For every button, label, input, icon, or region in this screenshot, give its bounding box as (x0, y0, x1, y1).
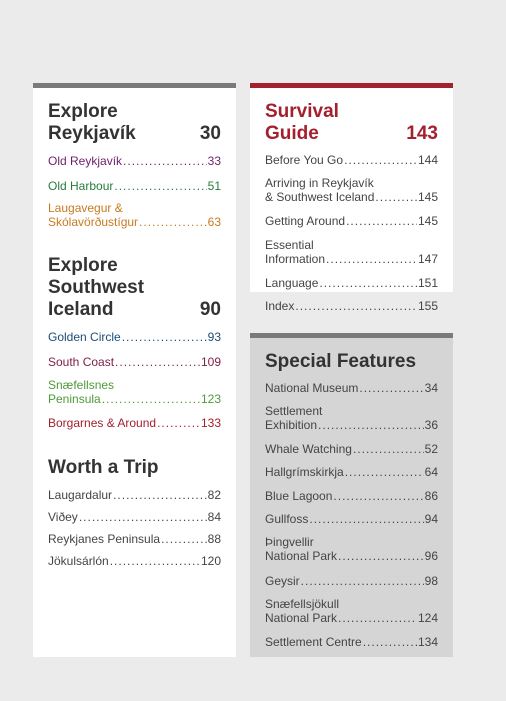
heading-line: Guide (265, 123, 319, 144)
leader-dots (318, 418, 424, 432)
entry-label: Gullfoss (265, 512, 309, 526)
toc-entry-laugardalur[interactable] (48, 488, 221, 502)
toc-entry-borgarnes[interactable] (48, 416, 221, 430)
entry-label: Skólavörðustígur (48, 215, 139, 229)
explore-southwest-heading[interactable] (48, 255, 221, 321)
leader-dots (113, 488, 207, 502)
toc-entry-language[interactable] (265, 276, 438, 290)
leader-dots (161, 532, 207, 546)
leader-dots (375, 190, 417, 204)
heading-page-number: 143 (406, 123, 438, 144)
entry-page-number: 84 (207, 510, 221, 524)
toc-entry-jokulsarlon[interactable] (48, 554, 221, 568)
leader-dots (110, 554, 200, 568)
entry-page-number: 52 (424, 442, 438, 456)
entry-page-number: 51 (207, 179, 221, 193)
entry-label: National Park (265, 549, 338, 563)
entry-page-number: 96 (424, 549, 438, 563)
leader-dots (139, 215, 207, 229)
entry-label: Settlement Centre (265, 635, 362, 649)
heading-line: Iceland (48, 299, 114, 320)
entry-label: Hallgrímskirkja (265, 465, 344, 479)
leader-dots (326, 252, 417, 266)
entry-label: & Southwest Iceland (265, 190, 375, 204)
entry-label: Borgarnes & Around (48, 416, 157, 430)
entry-page-number: 36 (424, 418, 438, 432)
entry-page-number: 63 (207, 215, 221, 229)
entry-page-number: 144 (417, 153, 438, 167)
entry-page-number: 145 (417, 190, 438, 204)
worth-a-trip-heading[interactable] (48, 457, 221, 479)
entry-page-number: 93 (207, 330, 221, 344)
leader-dots (333, 489, 423, 503)
entry-label: Þingvellir (265, 535, 314, 549)
entry-page-number: 120 (200, 554, 221, 568)
explore-panel (33, 83, 236, 657)
heading-line: Worth a Trip (48, 457, 159, 478)
toc-entry-old-harbour[interactable] (48, 179, 221, 193)
entry-label: Viðey (48, 510, 78, 524)
leader-dots (319, 276, 417, 290)
toc-entry-essential-information[interactable] (265, 238, 438, 266)
entry-page-number: 82 (207, 488, 221, 502)
toc-entry-old-reykjavik[interactable] (48, 154, 221, 168)
entry-page-number: 94 (424, 512, 438, 526)
entry-label: Essential (265, 238, 314, 252)
leader-dots (353, 442, 424, 456)
entry-page-number: 133 (200, 416, 221, 430)
toc-entry-settlement-exhibition[interactable] (265, 404, 438, 432)
entry-page-number: 33 (207, 154, 221, 168)
heading-page-number: 90 (199, 299, 221, 320)
entry-page-number: 147 (417, 252, 438, 266)
entry-page-number: 124 (417, 611, 438, 625)
toc-entry-snaefellsjokull[interactable] (265, 597, 438, 625)
entry-page-number: 64 (424, 465, 438, 479)
toc-entry-index[interactable] (265, 299, 438, 313)
entry-label: Peninsula (48, 392, 101, 406)
explore-reykjavik-heading[interactable] (48, 101, 221, 145)
entry-page-number: 145 (417, 214, 438, 228)
entry-page-number: 34 (424, 381, 438, 395)
toc-entry-arriving[interactable] (265, 176, 438, 204)
entry-page-number: 151 (417, 276, 438, 290)
entry-label: Getting Around (265, 214, 346, 228)
leader-dots (102, 392, 200, 406)
toc-entry-whale-watching[interactable] (265, 442, 438, 456)
leader-dots (123, 154, 207, 168)
survival-guide-heading[interactable] (265, 101, 438, 145)
leader-dots (301, 574, 424, 588)
toc-entry-getting-around[interactable] (265, 214, 438, 228)
toc-entry-reykjanes[interactable] (48, 532, 221, 546)
entry-label: Information (265, 252, 326, 266)
leader-dots (79, 510, 207, 524)
entry-label: Old Harbour (48, 179, 114, 193)
leader-dots (115, 355, 200, 369)
entry-page-number: 88 (207, 532, 221, 546)
leader-dots (344, 153, 417, 167)
heading-line: Reykjavík (48, 123, 136, 144)
entry-label: National Park (265, 611, 338, 625)
heading-line: Southwest (48, 277, 145, 298)
toc-entry-geysir[interactable] (265, 574, 438, 588)
leader-dots (359, 381, 423, 395)
entry-label: Old Reykjavík (48, 154, 123, 168)
entry-page-number: 86 (424, 489, 438, 503)
entry-label: National Museum (265, 381, 359, 395)
entry-label: Laugardalur (48, 488, 113, 502)
toc-entry-gullfoss[interactable] (265, 512, 438, 526)
entry-label: Before You Go (265, 153, 344, 167)
entry-page-number: 98 (424, 574, 438, 588)
heading-line: Explore (48, 255, 118, 276)
leader-dots (338, 549, 424, 563)
heading-page-number: 30 (199, 123, 221, 144)
toc-entry-thingvellir[interactable] (265, 535, 438, 563)
toc-entry-before-you-go[interactable] (265, 153, 438, 167)
leader-dots (363, 635, 417, 649)
leader-dots (345, 465, 424, 479)
entry-label: Settlement (265, 404, 323, 418)
survival-guide-panel (250, 83, 453, 313)
entry-label: Index (265, 299, 295, 313)
toc-entry-blue-lagoon[interactable] (265, 489, 438, 503)
toc-entry-snaefellsnes[interactable] (48, 378, 221, 406)
entry-page-number: 155 (417, 299, 438, 313)
entry-label: Blue Lagoon (265, 489, 333, 503)
entry-page-number: 123 (200, 392, 221, 406)
leader-dots (114, 179, 206, 193)
entry-label: Golden Circle (48, 330, 121, 344)
entry-label: Arriving in Reykjavík (265, 176, 374, 190)
toc-entry-settlement-centre[interactable] (265, 635, 438, 649)
heading-line: Special Features (265, 351, 417, 372)
toc-entry-hallgrimskirkja[interactable] (265, 465, 438, 479)
leader-dots (157, 416, 200, 430)
leader-dots (346, 214, 417, 228)
special-features-panel (250, 333, 453, 657)
heading-line: Explore (48, 101, 118, 122)
entry-page-number: 134 (417, 635, 438, 649)
entry-label: Whale Watching (265, 442, 352, 456)
toc-entry-laugavegur[interactable] (48, 201, 221, 229)
leader-dots (295, 299, 417, 313)
toc-entry-videy[interactable] (48, 510, 221, 524)
special-features-heading[interactable] (265, 351, 438, 373)
entry-label: Snæfellsnes (48, 378, 115, 392)
entry-label: Exhibition (265, 418, 318, 432)
leader-dots (338, 611, 417, 625)
entry-label: Laugavegur & (48, 201, 123, 215)
entry-page-number: 109 (200, 355, 221, 369)
entry-label: Geysir (265, 574, 300, 588)
toc-entry-national-museum[interactable] (265, 381, 438, 395)
entry-label: Language (265, 276, 319, 290)
toc-entry-south-coast[interactable] (48, 355, 221, 369)
entry-label: Jökulsárlón (48, 554, 109, 568)
entry-label: Reykjanes Peninsula (48, 532, 161, 546)
entry-label: Snæfellsjökull (265, 597, 340, 611)
leader-dots (122, 330, 207, 344)
entry-label: South Coast (48, 355, 115, 369)
leader-dots (309, 512, 423, 526)
toc-entry-golden-circle[interactable] (48, 330, 221, 344)
heading-line: Survival (265, 101, 339, 122)
